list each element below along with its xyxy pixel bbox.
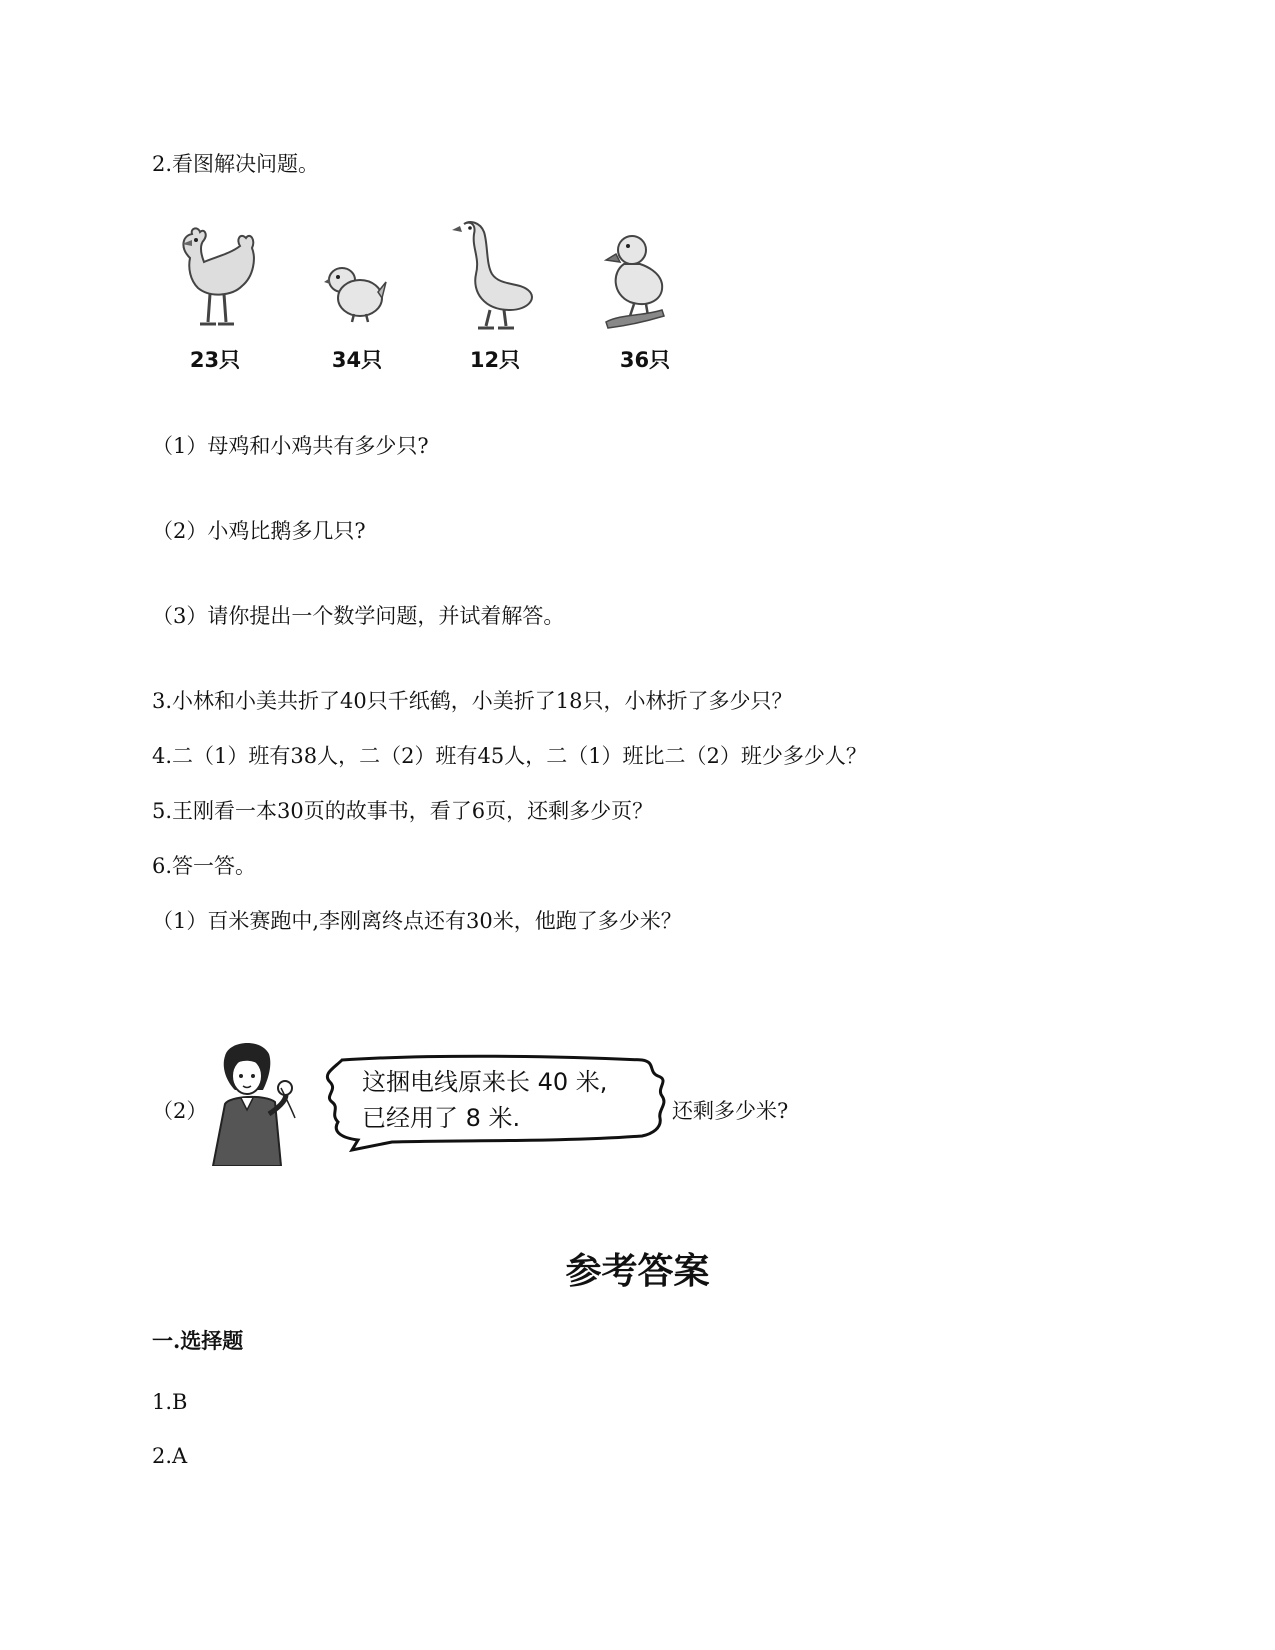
question-2-title: 2.看图解决问题。	[152, 152, 320, 176]
speech-line-2: 已经用了 8 米.	[362, 1104, 521, 1132]
chick-count: 34只	[331, 348, 383, 372]
question-6-title: 6.答一答。	[152, 854, 257, 878]
rooster-count: 23只	[189, 348, 241, 372]
animal-chick	[312, 218, 422, 378]
animal-goose	[450, 218, 560, 378]
question-6-sub-2-question: 还剩多少米?	[672, 1099, 789, 1123]
answer-item: 1.B	[152, 1390, 188, 1414]
speech-line-1: 这捆电线原来长 40 米,	[362, 1068, 608, 1096]
rooster-icon	[170, 218, 260, 338]
goose-count: 12只	[469, 348, 521, 372]
question-4: 4.二（1）班有38人，二（2）班有45人，二（1）班比二（2）班少多少人？	[152, 744, 867, 768]
animal-duck	[600, 218, 710, 378]
speech-bubble	[312, 1052, 684, 1152]
question-2-sub-3: （3）请你提出一个数学问题，并试着解答。	[152, 604, 565, 628]
chick-icon	[312, 218, 402, 338]
animal-rooster	[170, 218, 280, 378]
animal-picture-row	[170, 218, 710, 378]
duck-icon	[600, 218, 690, 338]
question-2-sub-2: （2）小鸡比鹅多几只?	[152, 519, 366, 543]
question-3: 3.小林和小美共折了40只千纸鹤，小美折了18只，小林折了多少只？	[152, 689, 793, 713]
question-6-sub-2-label: （2）	[152, 1099, 208, 1123]
question-2-sub-1: （1）母鸡和小鸡共有多少只?	[152, 434, 429, 458]
question-6-sub-1: （1）百米赛跑中,李刚离终点还有30米，他跑了多少米？	[152, 909, 682, 933]
answers-section-heading: 一.选择题	[152, 1328, 244, 1353]
question-5: 5.王刚看一本30页的故事书，看了6页，还剩多少页？	[152, 799, 654, 823]
boy-illustration	[205, 1038, 305, 1166]
duck-count: 36只	[619, 348, 671, 372]
answer-item: 2.A	[152, 1444, 188, 1468]
answers-heading: 参考答案	[565, 1250, 710, 1292]
goose-icon	[450, 218, 540, 338]
